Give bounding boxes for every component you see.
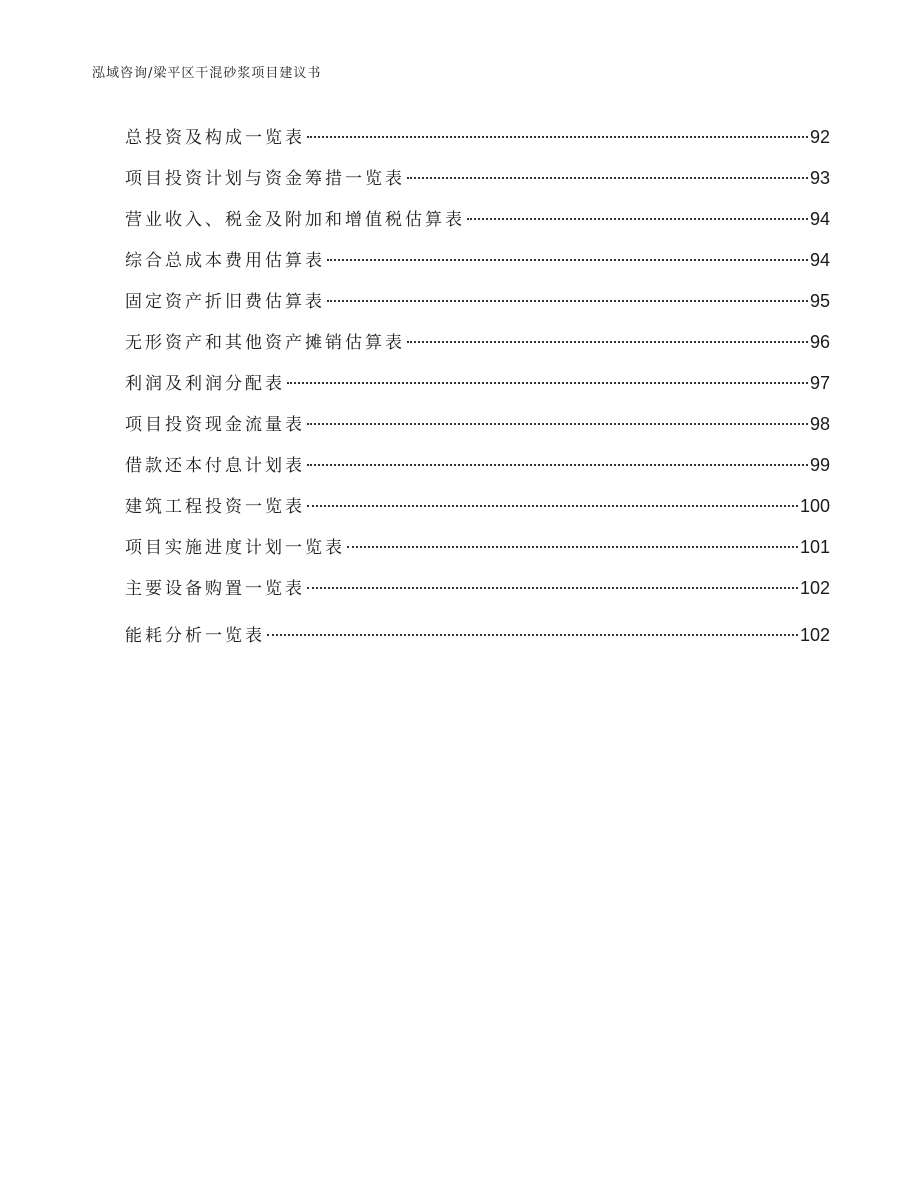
toc-entry-page: 92 [809, 127, 830, 147]
toc-entry-title: 综合总成本费用估算表 [125, 251, 325, 271]
toc-entry[interactable] [125, 620, 830, 661]
toc-entry-title: 主要设备购置一览表 [125, 579, 305, 599]
toc-entry-title: 项目投资现金流量表 [125, 415, 305, 435]
toc-dot-leader [267, 634, 798, 636]
toc-entry-title: 无形资产和其他资产摊销估算表 [125, 333, 405, 353]
toc-entry[interactable] [125, 491, 830, 532]
toc-dot-leader [287, 382, 808, 384]
toc-entry[interactable] [125, 286, 830, 327]
toc-entry-title: 总投资及构成一览表 [125, 128, 305, 148]
page-header: 泓域咨询/梁平区干混砂浆项目建议书 [92, 66, 322, 81]
toc-entry-page: 102 [799, 625, 830, 645]
table-of-contents [125, 122, 830, 661]
toc-entry[interactable] [125, 532, 830, 573]
toc-entry[interactable] [125, 122, 830, 163]
toc-entry-page: 100 [799, 496, 830, 516]
toc-entry[interactable] [125, 573, 830, 614]
toc-entry[interactable] [125, 163, 830, 204]
toc-entry-title: 建筑工程投资一览表 [125, 497, 305, 517]
toc-entry-page: 102 [799, 578, 830, 598]
toc-entry[interactable] [125, 327, 830, 368]
toc-entry-page: 99 [809, 455, 830, 475]
toc-entry-page: 98 [809, 414, 830, 434]
toc-entry-title: 项目投资计划与资金筹措一览表 [125, 169, 405, 189]
toc-entry-page: 94 [809, 209, 830, 229]
toc-entry[interactable] [125, 204, 830, 245]
toc-dot-leader [347, 546, 798, 548]
toc-dot-leader [307, 423, 808, 425]
toc-entry-title: 借款还本付息计划表 [125, 456, 305, 476]
toc-dot-leader [407, 341, 808, 343]
toc-entry[interactable] [125, 245, 830, 286]
toc-dot-leader [307, 587, 798, 589]
toc-entry-page: 94 [809, 250, 830, 270]
toc-entry-title: 项目实施进度计划一览表 [125, 538, 345, 558]
toc-entry-page: 95 [809, 291, 830, 311]
toc-entry-page: 97 [809, 373, 830, 393]
toc-entry[interactable] [125, 368, 830, 409]
toc-entry[interactable] [125, 409, 830, 450]
toc-entry-page: 101 [799, 537, 830, 557]
toc-entry-title: 营业收入、税金及附加和增值税估算表 [125, 210, 465, 230]
toc-dot-leader [327, 259, 808, 261]
toc-entry-title: 固定资产折旧费估算表 [125, 292, 325, 312]
toc-dot-leader [307, 136, 808, 138]
toc-entry-title: 能耗分析一览表 [125, 626, 265, 646]
toc-dot-leader [307, 505, 798, 507]
toc-entry[interactable] [125, 450, 830, 491]
toc-entry-page: 93 [809, 168, 830, 188]
toc-dot-leader [467, 218, 808, 220]
toc-entry-page: 96 [809, 332, 830, 352]
toc-entry-title: 利润及利润分配表 [125, 374, 285, 394]
toc-dot-leader [327, 300, 808, 302]
toc-dot-leader [307, 464, 808, 466]
toc-dot-leader [407, 177, 808, 179]
